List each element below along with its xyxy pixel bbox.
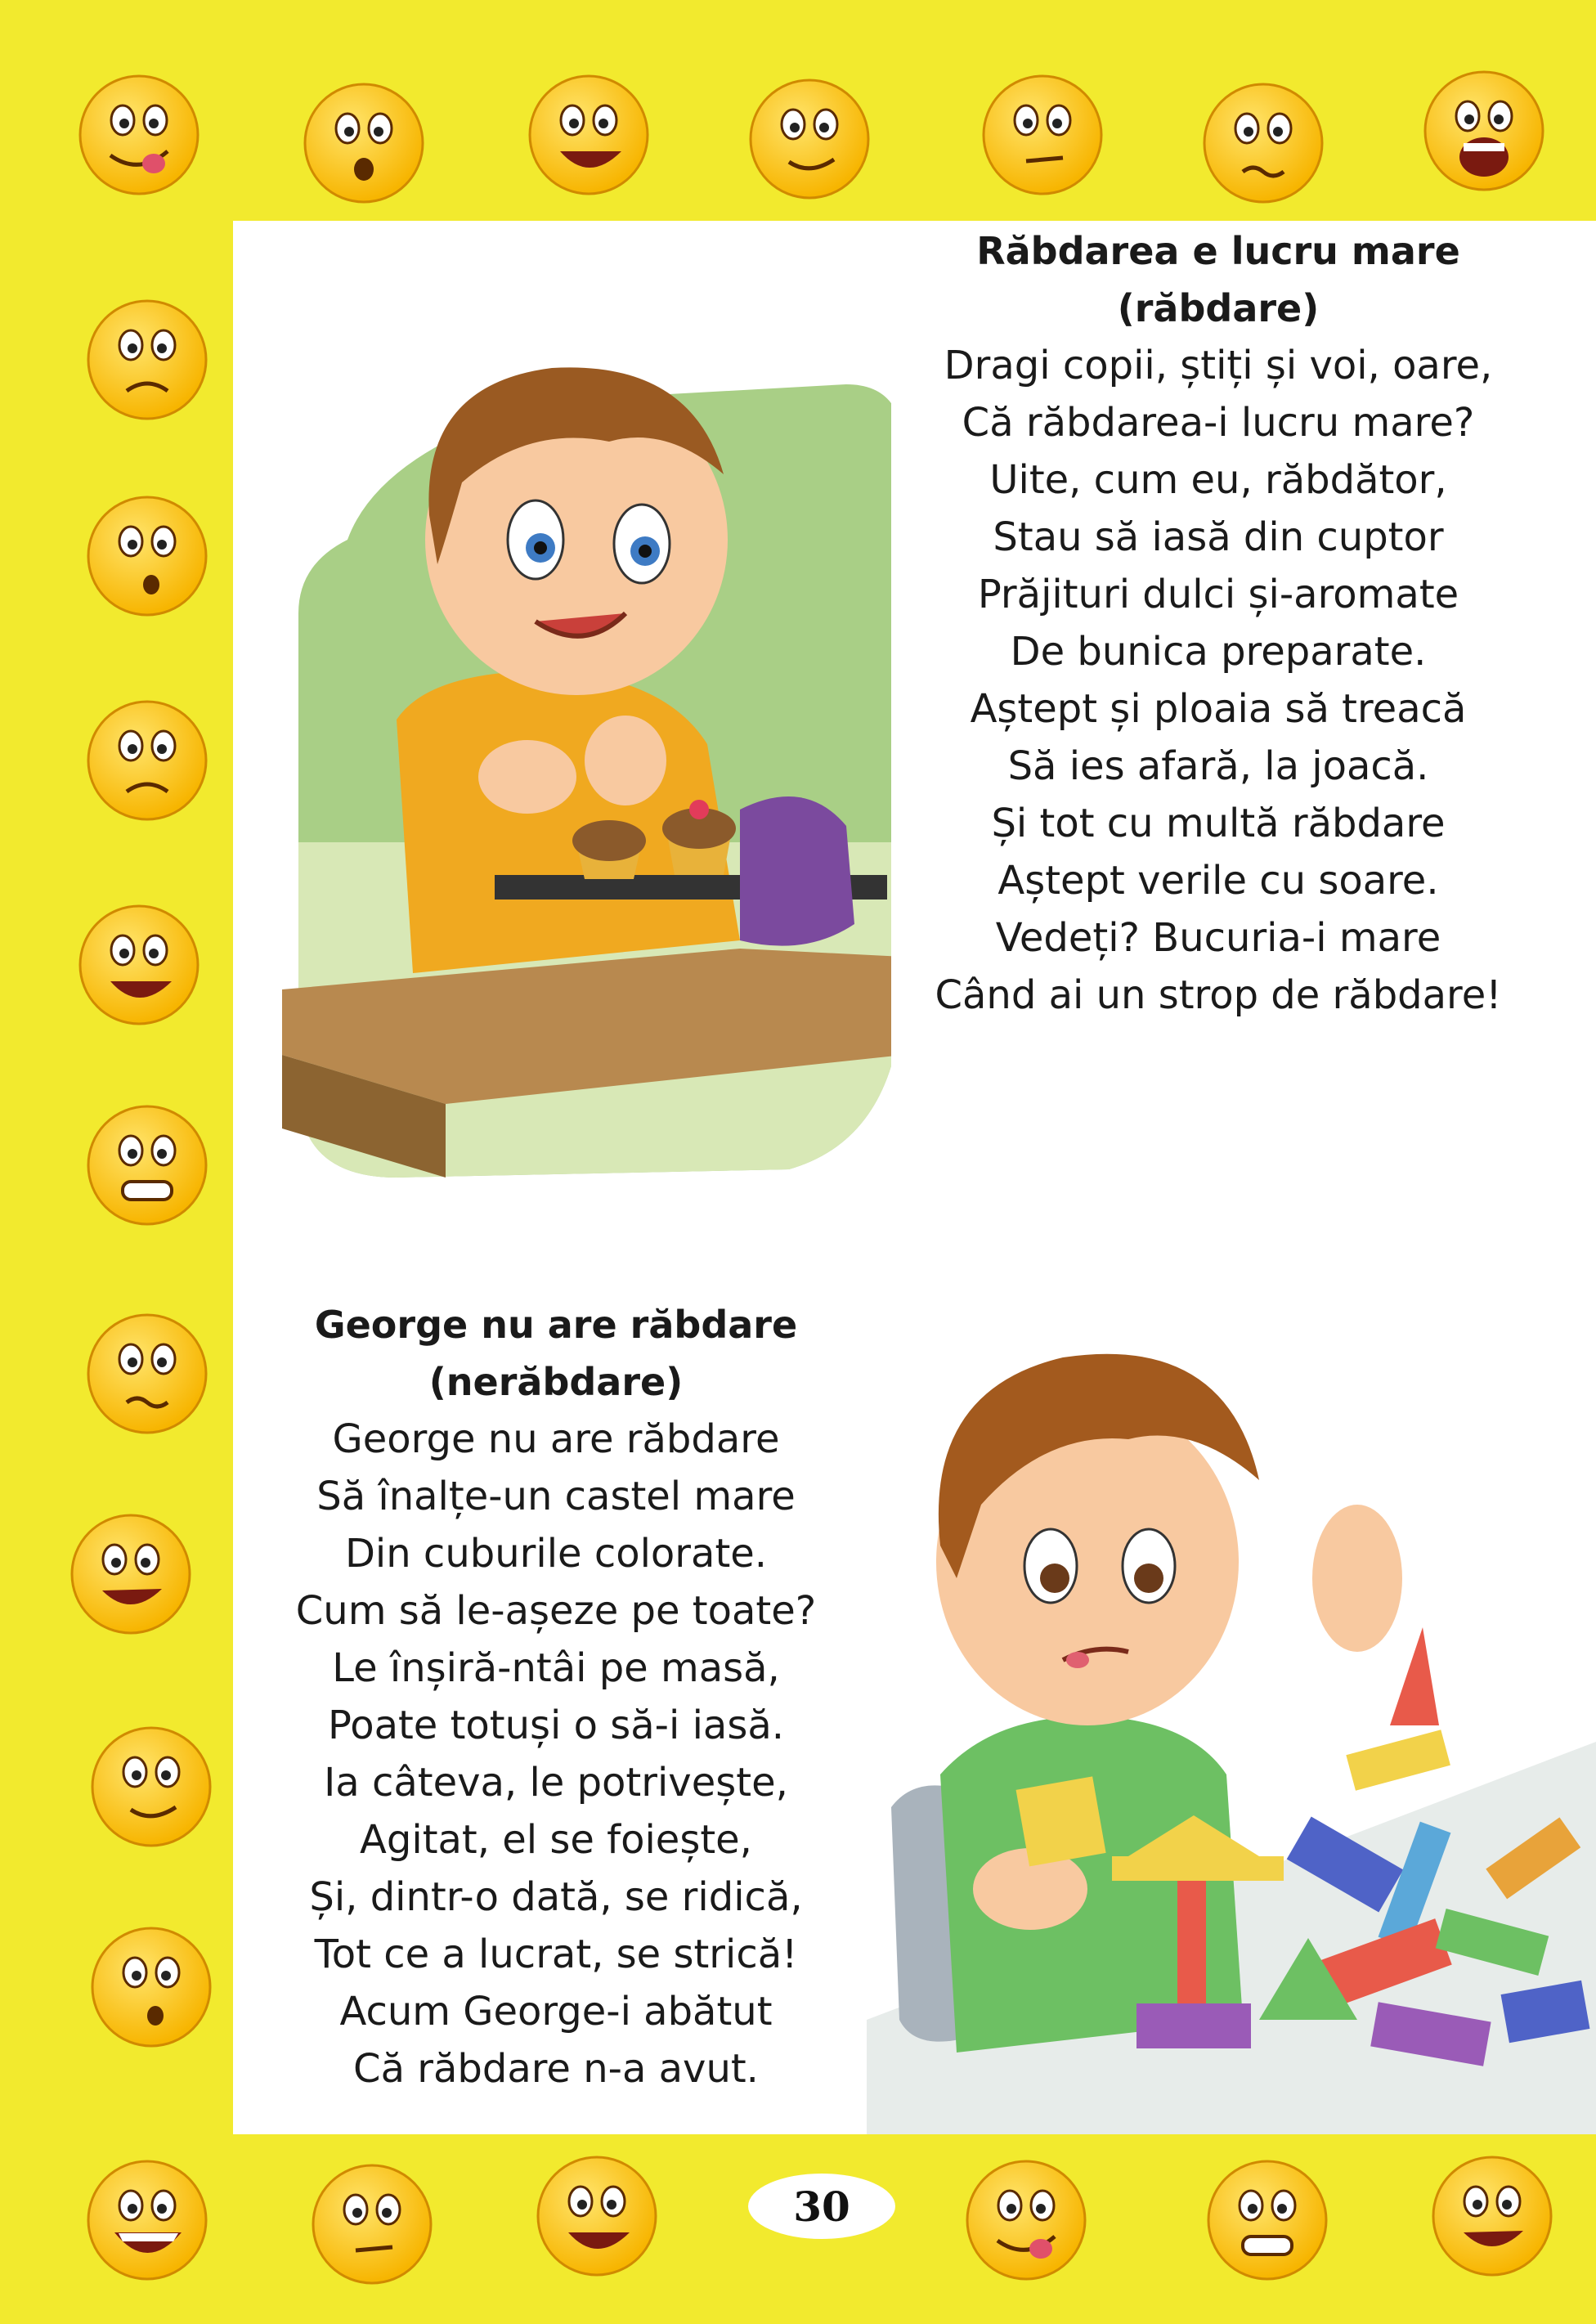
poem-line: Să ies afară, la joacă. bbox=[1007, 743, 1429, 789]
poem-line: Tot ce a lucrat, se strică! bbox=[314, 1931, 798, 1977]
poem-line: Să înalțe-un castel mare bbox=[316, 1474, 796, 1519]
emoji-wink-icon bbox=[744, 74, 875, 204]
poem-subtitle: (nerăbdare) bbox=[428, 1360, 684, 1404]
emoji-confused-icon bbox=[82, 491, 213, 621]
emoji-thinking-icon bbox=[307, 2159, 437, 2290]
emoji-shocked-icon bbox=[1419, 65, 1549, 196]
emoji-tongue-icon bbox=[961, 2155, 1092, 2286]
poem-title: George nu are răbdare bbox=[314, 1303, 798, 1347]
emoji-sad-icon bbox=[82, 695, 213, 826]
poem-line: Dragi copii, știți și voi, oare, bbox=[944, 343, 1493, 388]
emoji-thumbs-up-icon bbox=[65, 1509, 196, 1640]
emoji-peace-icon bbox=[523, 70, 654, 200]
poem-line: Și, dintr-o dată, se ridică, bbox=[309, 1874, 803, 1920]
poem-line: Că răbdare n-a avut. bbox=[353, 2046, 759, 2092]
poem-rabdare bbox=[883, 222, 1553, 1024]
poem-line: Acum George-i abătut bbox=[339, 1989, 773, 2035]
poem-line: Poate totuși o să-i iasă. bbox=[327, 1703, 785, 1748]
poem-line: Le înșiră-ntâi pe masă, bbox=[332, 1645, 780, 1691]
emoji-thinking-icon bbox=[977, 70, 1108, 200]
emoji-tongue-icon bbox=[74, 70, 204, 200]
poem-line: Și tot cu multă răbdare bbox=[991, 801, 1446, 846]
poem-line: Vedeți? Bucuria-i mare bbox=[995, 915, 1441, 961]
poem-line: Aștept și ploaia să treacă bbox=[970, 686, 1467, 732]
emoji-nervous-icon bbox=[82, 1100, 213, 1231]
emoji-nervous-icon bbox=[1202, 2155, 1333, 2286]
emoji-sleepy-icon bbox=[298, 78, 429, 209]
poem-line: Agitat, el se foiește, bbox=[360, 1817, 752, 1863]
poem-line: Ia câteva, le potrivește, bbox=[324, 1760, 788, 1806]
emoji-peace-icon bbox=[531, 2151, 662, 2281]
emoji-sad-icon bbox=[82, 294, 213, 425]
emoji-peace-icon bbox=[74, 900, 204, 1030]
boy-blocks-illustration bbox=[867, 1317, 1596, 2134]
poem-line: Din cuburile colorate. bbox=[344, 1531, 768, 1577]
poem-line: Aștept verile cu soare. bbox=[998, 858, 1439, 904]
poem-title: Răbdarea e lucru mare bbox=[976, 229, 1460, 273]
emoji-laughing-icon bbox=[82, 2155, 213, 2286]
poem-line: Cum să le-așeze pe toate? bbox=[295, 1588, 817, 1634]
page-number: 30 bbox=[748, 2174, 895, 2239]
boy-baking-illustration bbox=[282, 352, 891, 1218]
poem-line: George nu are răbdare bbox=[332, 1416, 780, 1462]
poem-subtitle: (răbdare) bbox=[1117, 286, 1320, 330]
poem-line: Prăjituri dulci și-aromate bbox=[977, 572, 1459, 617]
emoji-confused-icon bbox=[86, 1922, 217, 2053]
emoji-thumbs-up-icon bbox=[1427, 2151, 1558, 2281]
poem-nerabdare bbox=[262, 1296, 850, 2097]
emoji-worried-icon bbox=[1198, 78, 1329, 209]
poem-line: Uite, cum eu, răbdător, bbox=[989, 457, 1447, 503]
poem-line: Că răbdarea-i lucru mare? bbox=[962, 400, 1475, 446]
poem-line: Stau să iasă din cuptor bbox=[993, 514, 1444, 560]
poem-line: De bunica preparate. bbox=[1010, 629, 1427, 675]
emoji-worried-icon bbox=[82, 1308, 213, 1439]
poem-line: Când ai un strop de răbdare! bbox=[935, 972, 1502, 1018]
emoji-wink-icon bbox=[86, 1721, 217, 1852]
